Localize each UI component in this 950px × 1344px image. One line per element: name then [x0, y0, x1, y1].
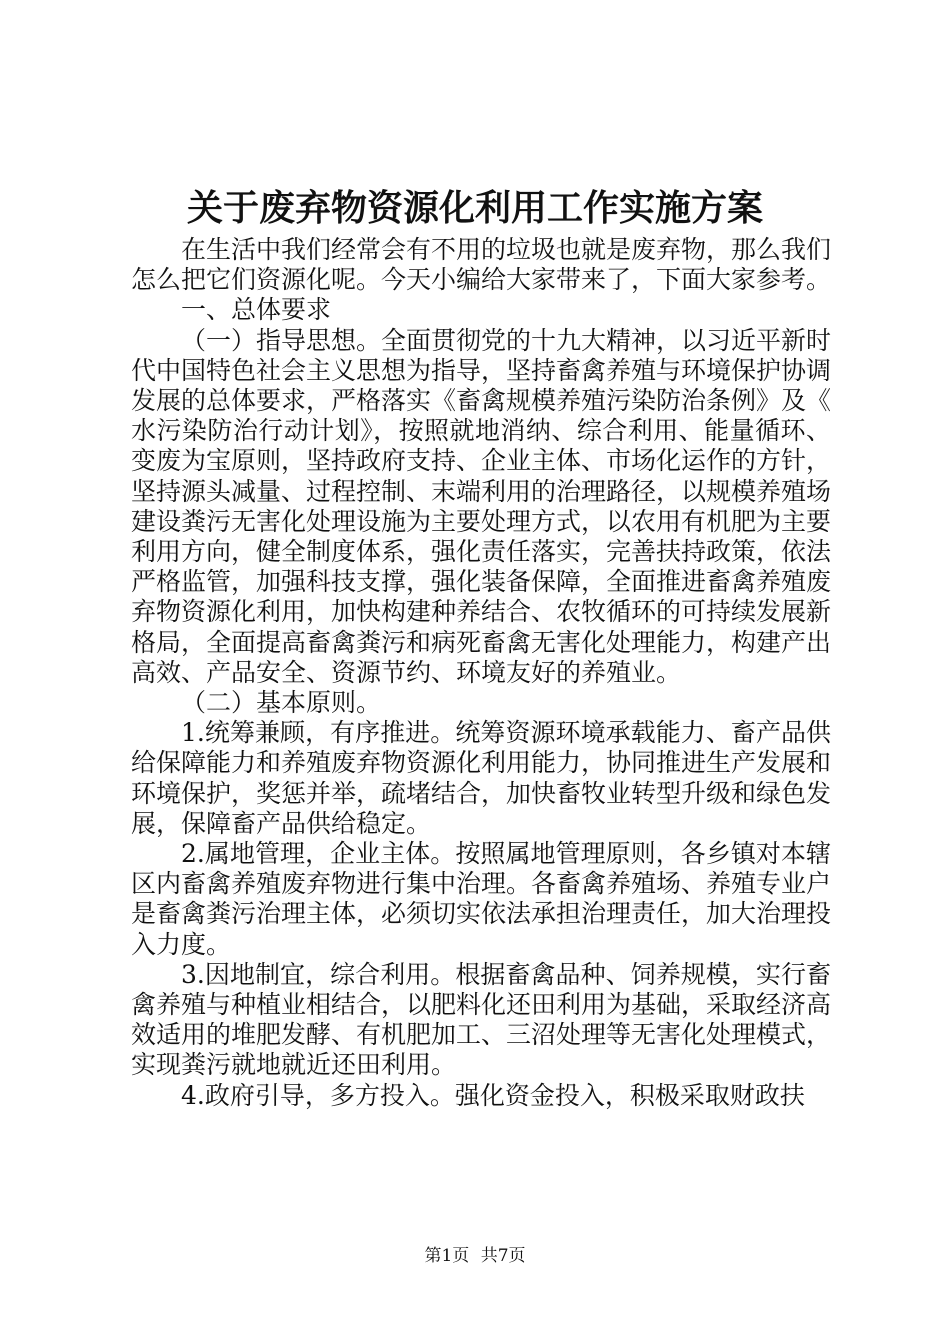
subsection-heading-basic-principles: （二）基本原则。: [181, 688, 382, 718]
principle-2-paragraph: 2.属地管理，企业主体。按照属地管理原则，各乡镇对本辖区内畜禽养殖废弃物进行集中治理。各畜禽养殖场、养殖专业户是畜禽粪污治理主体，必须切实依法承担治理责任，加大治理投入力度。: [131, 839, 832, 959]
page-total: 共7页: [480, 1246, 526, 1266]
principle-1-paragraph: 1.统筹兼顾，有序推进。统筹资源环境承载能力、畜产品供给保障能力和养殖废弃物资源化利用能力，协同推进生产发展和环境保护，奖惩并举，疏堵结合，加快畜牧业转型升级和绿色发展，保障畜产品供给稳定。: [131, 718, 832, 838]
guiding-thought-paragraph: （一）指导思想。全面贯彻党的十九大精神，以习近平新时代中国特色社会主义思想为指导，坚持畜禽养殖与环境保护协调发展的总体要求，严格落实《畜禽规模养殖污染防治条例》及《水污染防治行动计划》，按照就地消纳、综合利用、能量循环、变废为宝原则，坚持政府支持、企业主体、市场化运作的方针，坚持源头减量、过程控制、末端利用的治理路径，以规模养殖场建设粪污无害化处理设施为主要处理方式，以农用有机肥为主要利用方向，健全制度体系，强化责任落实，完善扶持政策，依法严格监管，加强科技支撑，强化装备保障，全面推进畜禽养殖废弃物资源化利用，加快构建种养结合、农牧循环的可持续发展新格局，全面提高畜禽粪污和病死畜禽无害化处理能力，构建产出高效、产品安全、资源节约、环境友好的养殖业。: [131, 325, 832, 687]
page-footer: [0, 1244, 950, 1268]
document-title: 关于废弃物资源化利用工作实施方案: [186, 187, 763, 229]
page-number: 第1页: [424, 1246, 470, 1266]
principle-4-paragraph: 4.政府引导，多方投入。强化资金投入，积极采取财政扶: [181, 1080, 805, 1110]
intro-paragraph: 在生活中我们经常会有不用的垃圾也就是废弃物，那么我们怎么把它们资源化呢。今天小编给大家带来了，下面大家参考。: [131, 235, 832, 295]
document-body: [131, 235, 831, 1111]
principle-3-paragraph: 3.因地制宜，综合利用。根据畜禽品种、饲养规模，实行畜禽养殖与种植业相结合，以肥料化还田利用为基础，采取经济高效适用的堆肥发酵、有机肥加工、三沼处理等无害化处理模式，实现粪污就地就近还田利用。: [131, 959, 832, 1080]
section-heading-general-requirements: 一、总体要求: [181, 295, 332, 325]
